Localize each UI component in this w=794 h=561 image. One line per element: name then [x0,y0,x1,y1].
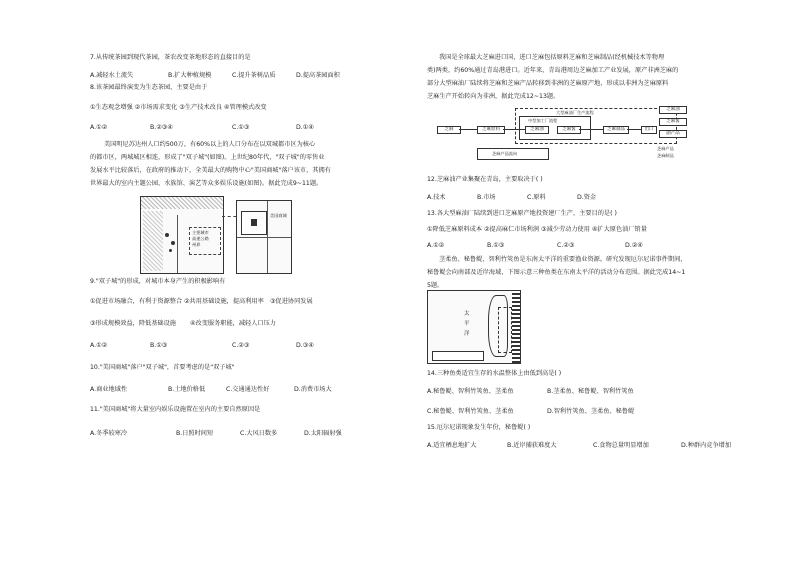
flow-arrow [503,129,525,130]
q15-opt-c: C.食物总量明显增加 [593,442,649,449]
node-byproduct: 副产品 [659,130,687,138]
land-coast [512,291,520,363]
passage2-line-3: 5题。 [427,282,444,289]
q14-opt-c: C.秘鲁鳀、智利竹筴鱼、茎柔鱼 [427,408,514,415]
q14-opt-a: A.秘鲁鳀、智利竹筴鱼、茎柔鱼 [427,388,514,395]
flow-arrow [579,129,603,130]
q7-stem: 7.从传统茶园到现代茶园，茶农改变茶地形态的直接目的是 [90,54,251,61]
map-road [237,237,291,238]
passage-line-3: 发展水平比较落后，在政府的推动下，全美最大的购物中心"美国商城"落户该市，其拥有 [90,167,331,174]
node-oil: 芝麻油 [525,126,549,134]
passage-line-1: 我国是全球最大芝麻进口国，进口芝麻包括原料芝麻和芝麻制品(经机械技术等物理 [439,54,665,61]
q8-stem: 8.该茶园最终演变为生态茶园，主要是由于 [90,84,208,91]
q11-opt-b: B.日照时间短 [176,430,214,437]
q9-item-2: ②共用基础设施，提高利用率 [184,298,264,305]
q15-opt-b: B.近岸捕获难度大 [507,442,557,449]
q13-opt-b: B.①③ [487,242,505,249]
legend-products: 芝麻产品 [657,146,674,151]
fish-range-outline [498,307,512,353]
city-dot-icon [165,233,169,237]
q8-opt-c: C.①③ [232,124,250,131]
map-hatched-region [141,197,223,209]
q9-item-5: ④改变服务职能，减轻人口压力 [190,320,276,327]
q9-opt-b: B.①③ [150,342,168,349]
medium-factory-label: 中型加工厂流程 [528,118,558,123]
passage-line-3: 部分大型麻油厂陆续将芝麻和芝麻产品转移到非洲的芝麻原产地，形成以非洲为芝麻原料 [427,80,669,87]
legend-city: 主要城市 [192,230,209,235]
big-factory-label: 大型麻油厂生产流程 [556,110,594,115]
q13-opt-d: D.②④ [625,242,643,249]
passage2-line-2: 秘鲁鳀会向南部及近岸海域，下图示意三种鱼类在东南太平洋的活动分布范围。据此完成14~1 [427,269,686,276]
city-dot-icon [169,249,172,252]
q12-opt-d: D.资金 [577,194,597,201]
ocean-label-1: 太 [464,311,470,317]
q12-stem: 12.芝麻油产业集聚在青岛，主要取决于( ) [427,176,543,183]
q13-items: ①降低芝麻原料成本 ②提高麻仁市场利润 ③减少劳动力使用 ④扩大原色油厂销量 [427,226,647,233]
passage-line-2: 类)两类，约60%通过青岛港进口。近年来，青岛港周边芝麻加工产业发展，原产非洲芝麻的 [427,67,679,74]
q9-item-4: ③形成规模效益，降低基础设施 [90,320,176,327]
q8-opt-b: B.②③④ [150,124,173,131]
map-inset-frame [189,227,221,255]
node-raw-material: 芝麻原料 [477,126,505,134]
q13-stem: 13.各大型麻油厂陆续到进口芝麻原产地投资建厂生产，主要目的是( ) [427,210,617,217]
q11-opt-d: D.太阳辐射强 [304,430,342,437]
ocean-label-2: 平 [464,321,470,327]
node-paste: 芝麻酱 [557,126,581,134]
q15-stem: 15.厄尔尼诺现象发生年份，秘鲁鳀( ) [427,424,531,431]
q9-opt-a: A.①② [90,342,108,349]
flow-arrow [627,129,641,130]
q9-item-3: ③促进协同发展 [270,298,313,305]
q10-opt-b: B.土地价格低 [168,386,206,393]
passage-line-2: 的都市区，两城城区相连，形成了"双子城"(如图)。上世纪80年代，"双子城"的零售业 [90,154,325,161]
q9-item-1: ①促进市场融合，有利于资源整合 [90,298,183,305]
flow-arrow [459,129,477,130]
q9-opt-c: C.②③ [232,342,250,349]
bottom-flow-label: 芝麻产品流向 [492,151,518,156]
city-dot-icon [171,241,175,245]
map-road [267,201,268,273]
q7-opt-a: A.减轻水土流失 [90,72,134,79]
node-export: 出口 [641,126,657,134]
q8-opt-a: A.①② [90,124,108,131]
passage-line-4: 芝麻生产开始转向为非洲，据此完成12~13题。 [427,93,560,100]
passage-line-1: 美国明尼苏达州人口约500万，有60%以上的人口分布在以双城都市区为核心 [104,141,316,148]
q12-opt-c: C.原料 [527,194,546,201]
ocean-label-3: 洋 [464,331,470,337]
q15-opt-a: A.适宜栖息地扩大 [427,442,477,449]
node-sesame: 芝麻 [437,126,461,134]
q10-stem: 10."美国商城"落户"双子城"，首要考虑的是"双子城" [90,364,235,371]
q14-opt-d: D.智利竹筴鱼、茎柔鱼、秘鲁鳀 [547,408,635,415]
q10-opt-c: C.交通通达性好 [226,386,270,393]
legend-goods: 芝麻制品 [657,153,674,158]
q7-opt-d: D.提高茶园面积 [296,72,340,79]
q7-opt-b: B.扩大种植规模 [168,72,212,79]
map-west-region [143,211,163,271]
legend-highway: 高速公路 [192,236,209,241]
q11-stem: 11."美国商城"将大量室内娱乐设施置在室内的主要自然原因是 [90,406,261,413]
q9-stem: 9."双子城"的形成，对城市本身产生的积极影响有 [90,278,226,285]
legend-state-border: 州界 [192,242,201,247]
legend-mall: 美国商城 [270,213,287,218]
q9-opt-d: D.③④ [296,342,314,349]
node-paste-out: 芝麻酱 [659,118,687,126]
q14-opt-b: B.茎柔鱼、秘鲁鳀、智利竹筴鱼 [547,388,634,395]
node-products: 芝麻制品 [603,126,629,134]
q7-opt-c: C.提升茶树品质 [232,72,276,79]
q10-opt-a: A.商业地域性 [90,386,128,393]
q13-opt-a: A.①② [427,242,445,249]
map-legend-box [432,351,484,361]
q8-items: ①生态观念增强 ②市场需求变化 ③生产技术改良 ④管理模式改变 [90,104,267,111]
passage-line-4: 世界最大的室内主题公园、水族馆、演艺等众多娱乐设施(如图)。据此完成9~11题。 [90,180,323,187]
q15-opt-d: D.种群内竞争增加 [681,442,732,449]
q13-opt-c: C.②③ [557,242,575,249]
passage2-line-1: 茎柔鱼、秘鲁鳀、智利竹筴鱼是东南太平洋的重要渔业资源。研究发现厄尔尼诺事件期间， [439,256,687,263]
q11-opt-c: C.大风日数多 [240,430,278,437]
map-river [177,215,178,273]
q12-opt-b: B.市场 [477,194,496,201]
twin-cities-map [140,196,224,274]
q8-opt-d: D.①④ [296,124,314,131]
q14-stem: 14.三种鱼类适宜生存的水温整体上由低到高是( ) [427,370,562,377]
mall-icon [251,219,257,226]
sesame-flow-diagram [437,106,687,166]
bottom-flow-frame [477,148,549,160]
mall-detail-map [236,200,292,274]
mall-building [241,211,267,235]
node-oil-out: 芝麻油 [659,106,687,114]
q12-opt-a: A.技术 [427,194,446,201]
pacific-fish-map [427,290,521,364]
q11-opt-a: A.冬季较寒冷 [90,430,128,437]
q10-opt-d: D.消费市场大 [294,386,332,393]
right-page [397,0,794,561]
